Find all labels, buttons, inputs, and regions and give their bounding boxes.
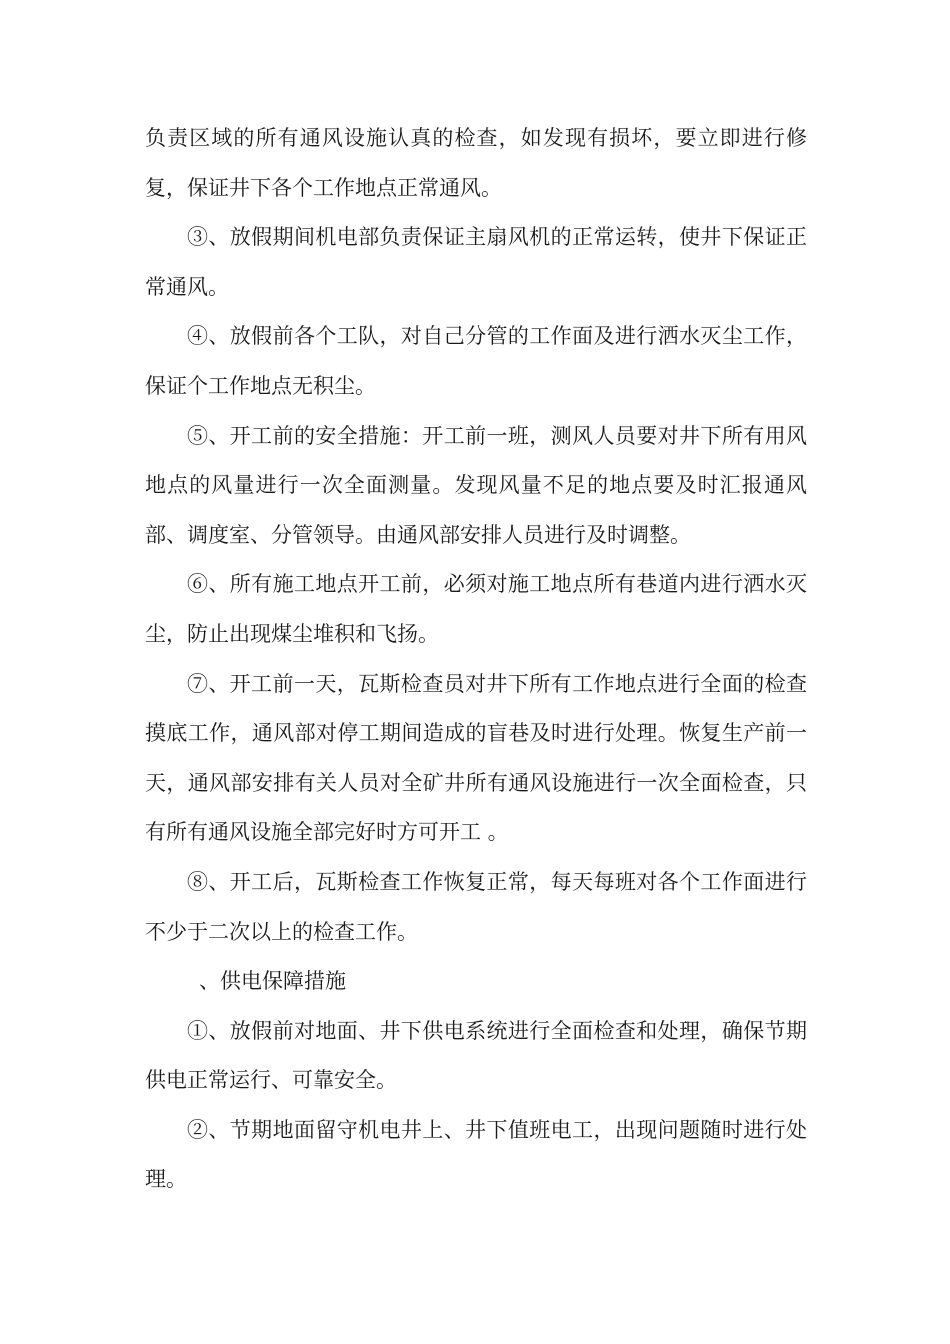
paragraph-item-4: ④、放假前各个工队，对自己分管的工作面及进行洒水灭尘工作，保证个工作地点无积尘。 <box>145 324 807 398</box>
section-heading-power-supply: 、供电保障措施 <box>199 969 346 994</box>
paragraph-item-3: ③、放假期间机电部负责保证主扇风机的正常运转，使井下保证正常通风。 <box>145 225 807 299</box>
paragraph-power-item-1: ①、放假前对地面、井下供电系统进行全面检查和处理，确保节期供电正常运行、可靠安全。 <box>145 1018 807 1093</box>
document-body <box>145 114 807 1205</box>
paragraph-item-5: ⑤、开工前的安全措施：开工前一班，测风人员要对井下所有用风地点的风量进行一次全面测量。发现风量不足的地点要及时汇报通风部、调度室、分管领导。由通风部安排人员进行及时调整。 <box>145 423 807 547</box>
paragraph-item-7: ⑦、开工前一天，瓦斯检查员对井下所有工作地点进行全面的检查摸底工作，通风部对停工期间造成的盲巷及时进行处理。恢复生产前一天，通风部安排有关人员对全矿井所有通风设施进行一次全面检查，只有所有通风设施全部完好时方可开工 。 <box>145 671 807 845</box>
paragraph-power-item-2: ②、节期地面留守机电井上、井下值班电工，出现问题随时进行处理。 <box>145 1117 807 1192</box>
paragraph-item-8: ⑧、开工后，瓦斯检查工作恢复正常，每天每班对各个工作面进行不少于二次以上的检查工作。 <box>145 869 807 944</box>
paragraph-item-6: ⑥、所有施工地点开工前，必须对施工地点所有巷道内进行洒水灭尘，防止出现煤尘堆积和飞扬。 <box>145 572 807 646</box>
paragraph-continuation: 负责区域的所有通风设施认真的检查，如发现有损坏，要立即进行修复，保证井下各个工作地点正常通风。 <box>145 126 807 200</box>
